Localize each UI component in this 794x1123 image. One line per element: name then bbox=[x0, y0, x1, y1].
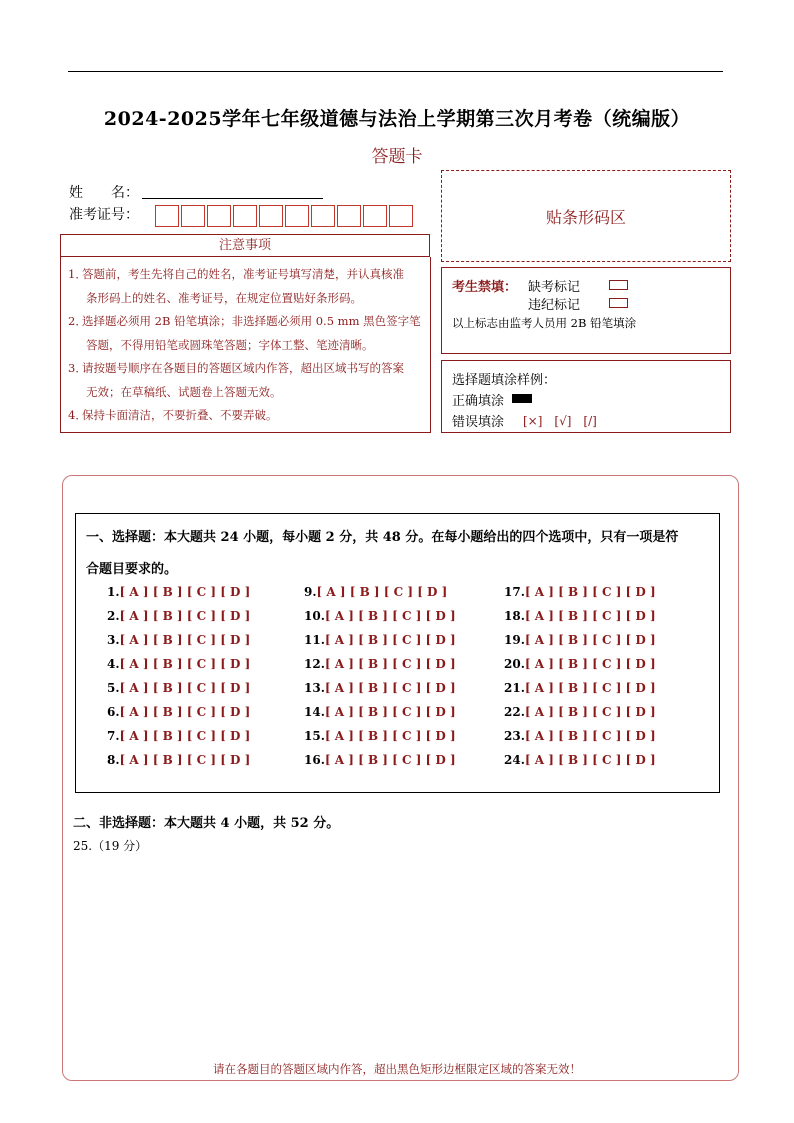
barcode-area bbox=[441, 170, 731, 262]
answer-options[interactable]: [ A ] [ B ] [ C ] [ D ] bbox=[524, 633, 656, 647]
notice-num: 4． bbox=[68, 408, 87, 422]
answer-options[interactable]: [ A ] [ B ] [ C ] [ D ] bbox=[119, 633, 251, 647]
mc-question[interactable] bbox=[504, 585, 656, 599]
answer-options[interactable]: [ A ] [ B ] [ C ] [ D ] bbox=[524, 609, 656, 623]
mc-question[interactable] bbox=[107, 657, 250, 671]
mc-question[interactable] bbox=[504, 705, 656, 719]
question-number: 18. bbox=[504, 609, 525, 623]
question-number: 16. bbox=[304, 753, 325, 767]
mc-question[interactable] bbox=[107, 753, 250, 767]
question-number: 17. bbox=[504, 585, 525, 599]
question-number: 22. bbox=[504, 705, 525, 719]
answer-options[interactable]: [ A ] [ B ] [ C ] [ D ] bbox=[119, 609, 251, 623]
id-number-boxes[interactable] bbox=[155, 205, 415, 227]
barcode-label: 贴条形码区 bbox=[545, 207, 626, 227]
mc-question[interactable] bbox=[304, 705, 456, 719]
id-digit-box[interactable] bbox=[155, 205, 179, 227]
section1-line2: 合题目要求的。 bbox=[86, 562, 178, 577]
notice-item bbox=[68, 263, 424, 310]
id-digit-box[interactable] bbox=[259, 205, 283, 227]
name-label: 姓 名： bbox=[69, 185, 139, 201]
answer-options[interactable]: [ A ] [ B ] [ C ] [ D ] bbox=[524, 585, 656, 599]
absent-mark-box[interactable] bbox=[609, 280, 628, 290]
candidate-fill-box bbox=[441, 267, 731, 354]
candidate-fill-label: 考生禁填： bbox=[452, 280, 518, 295]
mc-question[interactable] bbox=[107, 633, 250, 647]
question-number: 4. bbox=[107, 657, 120, 671]
answer-options[interactable]: [ A ] [ B ] [ C ] [ D ] bbox=[524, 753, 656, 767]
answer-options[interactable]: [ A ] [ B ] [ C ] [ D ] bbox=[316, 585, 448, 599]
notice-text: 请按题号顺序在各题目的答题区域内作答，超出区域书写的答案 bbox=[82, 361, 404, 375]
notice-item bbox=[68, 404, 424, 428]
mc-question[interactable] bbox=[504, 729, 656, 743]
notice-item bbox=[68, 310, 424, 357]
sample-box bbox=[441, 360, 731, 433]
mc-question[interactable] bbox=[107, 585, 250, 599]
answer-options[interactable]: [ A ] [ B ] [ C ] [ D ] bbox=[119, 681, 251, 695]
mc-question[interactable] bbox=[107, 705, 250, 719]
answer-options[interactable]: [ A ] [ B ] [ C ] [ D ] bbox=[324, 609, 456, 623]
question-number: 9. bbox=[304, 585, 317, 599]
question-number: 1. bbox=[107, 585, 120, 599]
mc-question[interactable] bbox=[304, 681, 456, 695]
answer-options[interactable]: [ A ] [ B ] [ C ] [ D ] bbox=[324, 633, 456, 647]
mc-question[interactable] bbox=[304, 609, 456, 623]
sample-title: 选择题填涂样例： bbox=[452, 373, 557, 388]
notice-heading: 注意事项 bbox=[60, 234, 430, 257]
id-digit-box[interactable] bbox=[207, 205, 231, 227]
question-number: 2. bbox=[107, 609, 120, 623]
answer-options[interactable]: [ A ] [ B ] [ C ] [ D ] bbox=[324, 705, 456, 719]
answer-options[interactable]: [ A ] [ B ] [ C ] [ D ] bbox=[524, 729, 656, 743]
mc-question[interactable] bbox=[107, 729, 250, 743]
footer-warning: 请在各题目的答题区域内作答，超出黑色矩形边框限定区域的答案无效！ bbox=[213, 1062, 581, 1076]
mc-question[interactable] bbox=[504, 753, 656, 767]
question-number: 14. bbox=[304, 705, 325, 719]
notice-list bbox=[60, 257, 431, 433]
fill-note: 以上标志由监考人员用 2B 铅笔填涂 bbox=[452, 316, 637, 330]
top-rule bbox=[68, 71, 723, 72]
question-25-label: 25.（19 分） bbox=[73, 839, 148, 853]
answer-options[interactable]: [ A ] [ B ] [ C ] [ D ] bbox=[119, 729, 251, 743]
mc-question[interactable] bbox=[504, 633, 656, 647]
id-digit-box[interactable] bbox=[337, 205, 361, 227]
answer-options[interactable]: [ A ] [ B ] [ C ] [ D ] bbox=[524, 681, 656, 695]
question-number: 13. bbox=[304, 681, 325, 695]
mc-question[interactable] bbox=[504, 609, 656, 623]
mc-question[interactable] bbox=[304, 585, 447, 599]
id-digit-box[interactable] bbox=[363, 205, 387, 227]
answer-options[interactable]: [ A ] [ B ] [ C ] [ D ] bbox=[324, 657, 456, 671]
answer-options[interactable]: [ A ] [ B ] [ C ] [ D ] bbox=[524, 705, 656, 719]
answer-options[interactable]: [ A ] [ B ] [ C ] [ D ] bbox=[524, 657, 656, 671]
question-number: 8. bbox=[107, 753, 120, 767]
correct-fill-mark bbox=[512, 394, 532, 403]
question-number: 3. bbox=[107, 633, 120, 647]
question-number: 20. bbox=[504, 657, 525, 671]
notice-text: 条形码上的姓名、准考证号，在规定位置贴好条形码。 bbox=[86, 290, 362, 305]
absent-mark-label: 缺考标记 bbox=[528, 280, 581, 295]
violation-mark-box[interactable] bbox=[609, 298, 628, 308]
question-number: 23. bbox=[504, 729, 525, 743]
multiple-choice-box bbox=[75, 513, 720, 793]
notice-text: 保持卡面清洁，不要折叠、不要弄破。 bbox=[82, 408, 278, 422]
wrong-fill-label: 错误填涂 bbox=[452, 415, 505, 430]
answer-options[interactable]: [ A ] [ B ] [ C ] [ D ] bbox=[119, 705, 251, 719]
wrong-fill-marks: [×] [√] [/] bbox=[523, 414, 597, 428]
correct-fill-label: 正确填涂 bbox=[452, 394, 505, 409]
question-number: 19. bbox=[504, 633, 525, 647]
question-number: 24. bbox=[504, 753, 525, 767]
name-field[interactable] bbox=[142, 198, 323, 199]
question-number: 6. bbox=[107, 705, 120, 719]
id-label: 准考证号： bbox=[69, 207, 139, 223]
id-digit-box[interactable] bbox=[233, 205, 257, 227]
question-number: 12. bbox=[304, 657, 325, 671]
answer-options[interactable]: [ A ] [ B ] [ C ] [ D ] bbox=[119, 753, 251, 767]
question-number: 15. bbox=[304, 729, 325, 743]
question-number: 21. bbox=[504, 681, 525, 695]
mc-question[interactable] bbox=[504, 681, 656, 695]
question-number: 5. bbox=[107, 681, 120, 695]
answer-options[interactable]: [ A ] [ B ] [ C ] [ D ] bbox=[324, 753, 456, 767]
mc-question[interactable] bbox=[304, 753, 456, 767]
id-digit-box[interactable] bbox=[311, 205, 335, 227]
answer-options[interactable]: [ A ] [ B ] [ C ] [ D ] bbox=[119, 657, 251, 671]
mc-question[interactable] bbox=[107, 609, 250, 623]
notice-num: 3． bbox=[68, 361, 87, 375]
mc-question[interactable] bbox=[304, 657, 456, 671]
id-digit-box[interactable] bbox=[389, 205, 413, 227]
notice-text: 选择题必须用 2B 铅笔填涂；非选择题必须用 0.5 mm 黑色签字笔 bbox=[82, 314, 421, 328]
answer-options[interactable]: [ A ] [ B ] [ C ] [ D ] bbox=[119, 585, 251, 599]
answer-options[interactable]: [ A ] [ B ] [ C ] [ D ] bbox=[324, 681, 456, 695]
mc-question[interactable] bbox=[304, 729, 456, 743]
question-number: 11. bbox=[304, 633, 325, 647]
answer-options[interactable]: [ A ] [ B ] [ C ] [ D ] bbox=[324, 729, 456, 743]
mc-question[interactable] bbox=[504, 657, 656, 671]
page-title: 2024-2025学年七年级道德与法治上学期第三次月考卷（统编版） bbox=[103, 108, 691, 130]
section2-title: 二、非选择题：本大题共 4 小题，共 52 分。 bbox=[73, 816, 340, 831]
mc-question[interactable] bbox=[304, 633, 456, 647]
notice-text: 答题，不得用铅笔或圆珠笔答题；字体工整、笔迹清晰。 bbox=[86, 337, 374, 352]
notice-num: 1． bbox=[68, 267, 87, 281]
section1-line1: 一、选择题：本大题共 24 小题，每小题 2 分，共 48 分。在每小题给出的四个选项中，只有一项是符 bbox=[86, 530, 679, 545]
question-number: 10. bbox=[304, 609, 325, 623]
violation-mark-label: 违纪标记 bbox=[528, 298, 581, 313]
question-number: 7. bbox=[107, 729, 120, 743]
notice-item bbox=[68, 357, 424, 404]
notice-text: 答题前，考生先将自己的姓名，准考证号填写清楚，并认真核准 bbox=[82, 267, 404, 281]
notice-num: 2． bbox=[68, 314, 87, 328]
mc-question[interactable] bbox=[107, 681, 250, 695]
notice-text: 无效；在草稿纸、试题卷上答题无效。 bbox=[86, 384, 282, 399]
page-subtitle: 答题卡 bbox=[371, 147, 423, 167]
id-digit-box[interactable] bbox=[285, 205, 309, 227]
id-digit-box[interactable] bbox=[181, 205, 205, 227]
